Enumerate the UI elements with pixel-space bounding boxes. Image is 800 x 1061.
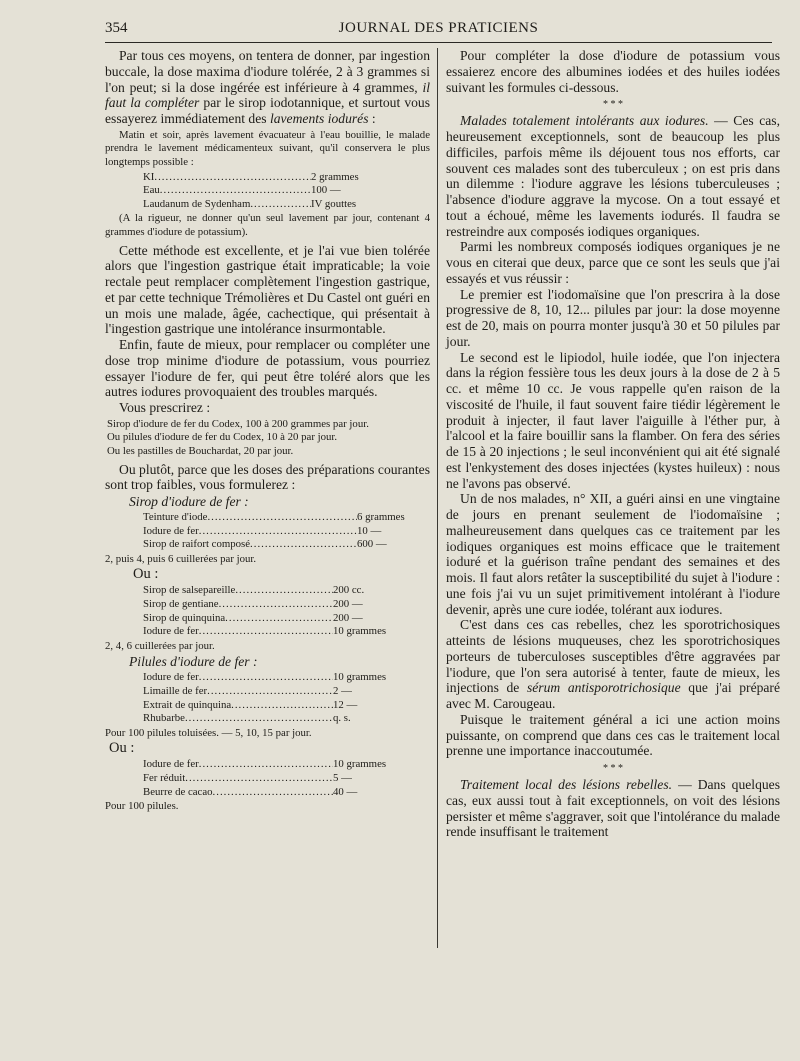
recipe-line: Rhubarbe ..... q. s. xyxy=(143,712,399,726)
asterism: * * * xyxy=(603,99,623,111)
recipe-line: Iodure de fer ..... 10 grammes xyxy=(143,671,399,685)
recipe-line: Sirop de salsepareille ..... 200 cc. xyxy=(143,584,399,598)
asterism: * * * xyxy=(603,763,623,774)
journal-title: JOURNAL DES PRATICIENS xyxy=(338,20,539,36)
paragraph: Parmi les nombreux composés iodiques organiques je ne vous en citerai que deux, parce que ce sont les seuls que j'ai essayés et vus réussir : xyxy=(446,239,780,286)
dosage-note: 2, puis 4, puis 6 cuillerées par jour. xyxy=(105,552,257,565)
recipe-line: Eau ..... 100 — xyxy=(143,184,379,198)
left-column xyxy=(105,48,430,814)
prescription-list xyxy=(105,418,430,459)
paragraph: Puisque le traitement général a ici une action moins puissante, on comprend que dans ces cas le traitement local prenne une importance inaccoutumée. xyxy=(446,711,780,759)
recipe-pilules-alt xyxy=(105,758,399,799)
note-paragraph: Matin et soir, après lavement évacuateur à l'eau bouillie, le malade prendra le lavement médicamenteux suivant, qu'il conservera le plus longtemps possible : xyxy=(105,128,430,168)
recipe-lavement xyxy=(105,171,379,212)
paragraph: Pour compléter la dose d'iodure de potassium vous essaierez encore des albumines iodées et des huiles iodées suivant les formules ci-dessous. xyxy=(446,48,780,95)
recipe-line: Fer réduit ..... 5 — xyxy=(143,772,399,786)
recipe-line: Sirop de raifort composé ..... 600 — xyxy=(143,538,419,552)
recipe-line: Iodure de fer ..... 10 grammes xyxy=(143,625,399,639)
recipe-line: Iodure de fer ..... 10 grammes xyxy=(143,758,399,772)
paragraph: Un de nos malades, n° XII, a guéri ainsi en une vingtaine de jours en prenant seulement de l'iodomaïsine ; malheureusement dans quelques cas ce traitement par les iodiques organiques est moins efficace que le traitement ioduré et la guérison traîne pendant des semaines et des mois. Il faut alors retâter la susceptibilité du sujet à l'iodure : une fois j'ai vu un sujet primitivement intolérant à l'iodure devenir, après une cure iodée, tolérant aux iodures. xyxy=(446,491,780,617)
subheading-sirop: Sirop d'iodure de fer : xyxy=(129,494,249,510)
recipe-line: Extrait de quinquina ..... 12 — xyxy=(143,699,399,713)
paragraph: Malades totalement intolérants aux iodures. — Ces cas, heureusement exceptionnels, sont de beaucoup les plus difficiles, parfois même ils déjouent tous nos efforts, car souvent ces malades sont des tuberculeux ; on est pris dans un dilemme : l'iodure aggrave les lésions tuberculeuses ; l'absence d'iodure aggrave la mycose. On a tout essayé et tout a échoué, même les lavements iodurés. Il faudra se restreindre aux composés iodiques organiques. xyxy=(446,113,780,239)
ou-label: Ou : xyxy=(133,566,159,583)
recipe-line: Teinture d'iode ..... 6 grammes xyxy=(143,511,419,525)
recipe-line: Beurre de cacao ..... 40 — xyxy=(143,786,399,800)
paragraph: Le second est le lipiodol, huile iodée, que l'on injectera dans la région fessière tous les deux jours à la dose de 2 à 5 cc. et même 10 cc. Je vous rappelle qu'en raison de la viscosité de l'huile, il faut souvent faire tiédir légèrement le produit à injecter, il faut laver l'aiguille à l'éther pur, à l'alcool et la faire bouillir sans la flamber. On fera des séries de 15 à 20 injections ; le seul inconvénient qui ait été signalé est l'enkystement des doses injectées (kystes huileux) : nous ne l'avons pas observé. xyxy=(446,349,780,491)
page-number: 354 xyxy=(105,20,128,36)
prescription-line: Sirop d'iodure de fer du Codex, 100 à 200 grammes par jour. xyxy=(107,417,369,430)
paragraph: Par tous ces moyens, on tentera de donner, par ingestion buccale, la dose maxima d'iodure tolérée, 2 à 3 grammes si l'on peut; si la dose ingérée est inférieure à 4 grammes, il faut la compléter par le sirop iodotannique, et surtout vous essayerez immédiatement des lavements iodurés : xyxy=(105,48,431,126)
paragraph: Le premier est l'iodomaïsine que l'on prescrira à la dose progressive de 8, 10, 12... pilules par jour: la dose moyenne est de 20, mais on pourra monter jusqu'à 30 et 50 pilules par jour. xyxy=(446,286,780,349)
prescription-line: Ou pilules d'iodure de fer du Codex, 10 à 20 par jour. xyxy=(107,431,338,444)
paragraph: Ou plutôt, parce que les doses des préparations courantes sont trop faibles, vous formulerez : xyxy=(105,461,430,493)
right-column xyxy=(446,48,780,840)
recipe-sirop xyxy=(105,511,419,552)
dosage-note: Pour 100 pilules. xyxy=(105,800,179,813)
paragraph: Cette méthode est excellente, et je l'ai vue bien tolérée alors que l'ingestion gastrique était impraticable; la voie rectale peut remplacer complètement l'ingestion gastrique, et par cette technique Trémolières et Du Castel ont guéri en un mois une malade, âgée, cachectique, qui présentait à l'ingestion gastrique une intolérance insurmontable. xyxy=(105,242,430,337)
recipe-line: Sirop de gentiane ..... 200 — xyxy=(143,598,399,612)
ou-label: Ou : xyxy=(109,740,135,757)
recipe-pilules xyxy=(105,671,399,725)
recipe-line: Limaille de fer ..... 2 — xyxy=(143,685,399,699)
note-paragraph: (A la rigueur, ne donner qu'un seul lavement par jour, contenant 4 grammes d'iodure de potassium). xyxy=(105,212,430,238)
section-heading: Traitement local des lésions rebelles. xyxy=(460,777,673,792)
prescription-line: Ou les pastilles de Bouchardat, 20 par jour. xyxy=(107,444,294,457)
recipe-line: Laudanum de Sydenham ..... IV gouttes xyxy=(143,198,379,212)
page-header xyxy=(105,18,772,43)
paragraph: C'est dans ces cas rebelles, chez les sporotrichosiques atteints de lésions muqueuses, chez les sporotrichosiques porteurs de tuberculoses susceptibles d'être aggravées par l'iodure, que l'on sera autorisé à tenter, faute de mieux, les injections de sérum antisporotrichosique que j'ai préparé avec M. Carougeau. xyxy=(446,617,780,711)
paragraph: Enfin, faute de mieux, pour remplacer ou compléter une dose trop minime d'iodure de potassium, vous pourriez essayer l'iodure de fer, qui peut être toléré alors que les autres iodures provoquaient des troubles marqués. xyxy=(105,337,430,400)
dosage-note: Pour 100 pilules toluisées. — 5, 10, 15 par jour. xyxy=(105,726,312,739)
column-divider xyxy=(437,48,438,948)
section-heading: Malades totalement intolérants aux iodures. xyxy=(460,113,709,129)
recipe-line: Iodure de fer ..... 10 — xyxy=(143,525,419,539)
recipe-sirop-alt xyxy=(105,584,399,638)
recipe-line: KI ..... 2 grammes xyxy=(143,171,379,185)
dosage-note: 2, 4, 6 cuillerées par jour. xyxy=(105,639,215,652)
paragraph: Vous prescrirez : xyxy=(119,400,211,415)
recipe-line: Sirop de quinquina ..... 200 — xyxy=(143,612,399,626)
subheading-pilules: Pilules d'iodure de fer : xyxy=(129,654,258,670)
paragraph: Traitement local des lésions rebelles. — Dans quelques cas, eux aussi tout à fait exceptionnels, on voit des lésions persister et même s'aggraver, soit que l'intolérance du malade rende insuffisant le traitement xyxy=(446,777,780,840)
